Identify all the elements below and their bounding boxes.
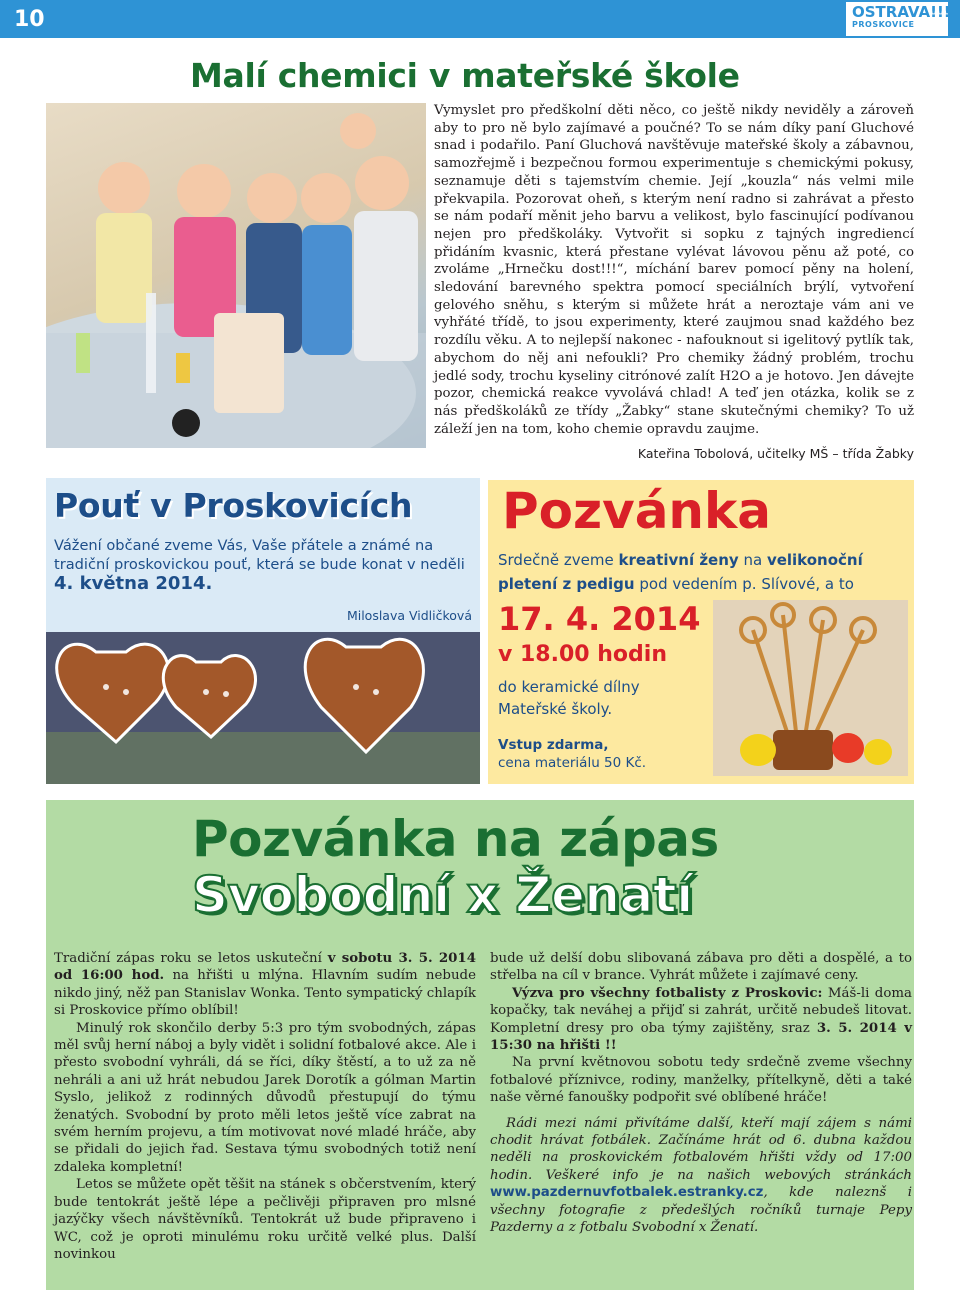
match-paragraph-3: Letos se můžete opět těšit na stánek s občerstvením, který bude tentokrát ještě lépe a pečlivěji připraven pro mlsné jazýčky všech návštěvníků. Tentokrát už bude připraveno i WC, což je oproti minulému roku určitě velké plus. Další novinkou [54,1177,476,1262]
match-p7-rest: , kde naleznš i všechny fotografie z předešlých ročníků turnaje Pepy Pazderny a z fotbalu Svobodní x Ženatí. [490,1185,912,1236]
match-p1-rest: na hřišti u mlýna. Hlavním sudím nebude nikdo jiný, něž pan Stanislav Wonka. Tento sympatický chlapík si Proskovice přímo oblíbil! [54,968,476,1019]
article-title: Malí chemici v mateřské škole [190,56,740,95]
match-challenge-date: 3. 5. 2014 v 15:30 na hřišti !! [490,1019,912,1054]
pout-date: 4. května 2014. [54,573,213,594]
brand-logo [846,2,951,36]
website-link[interactable]: www.pazdernuvfotbalek.estranky.cz [490,1185,764,1201]
match-subtitle: Svobodní x Ženatí [192,866,693,924]
easter-weaving-photo [713,600,908,776]
match-paragraph-6: Na první květnovou sobotu tedy srdečně zveme všechny fotbalové příznivce, rodiny, manželky, přítelkyně, děti a také naše věrné fanoušky podpořit své oblíbené hráče! [490,1055,912,1106]
pout-text [54,536,472,594]
article-author: Kateřina Tobolová, učitelky MŠ – třída Žabky [637,446,914,461]
match-paragraph-7 [490,1115,912,1237]
brand-subtitle: PROSKOVICE [852,20,915,29]
kids-chemistry-illustration [46,103,426,448]
match-paragraph-5 [490,985,912,1055]
match-box [46,800,914,1290]
invitation-place: do keramické dílny Mateřské školy. [498,678,640,718]
match-column-left [54,950,476,1263]
invitation-text-5: pod vedením p. Slívové, a to [634,575,854,593]
match-p1-date: v sobotu 3. 5. 2014 od 16:00 hod. [54,950,477,984]
page-number: 10 [14,7,45,32]
match-challenge-text: Máš-li doma kopačky, tak neváhej a přijď si zahrát, určitě nebudeš litovat. Kompletní dresy pro oba týmy zajištěny, sraz [490,985,912,1036]
match-title: Pozvánka na zápas [192,810,719,868]
invitation-text-1: Srdečně zveme [498,551,619,569]
easter-weaving-illustration [713,600,908,776]
invitation-text [498,548,910,596]
match-column-right [490,950,912,1237]
match-p7-text: Rádi mezi námi přivítáme další, kteří mají zájem s námi chodit hrávat fotbálek. Začínáme hrát od 6. dubna každou neděli na proskovickém fotbalovém hřišti vždy od 17:00 hodin. Veškeré info je na našich webových stránkách [490,1115,912,1183]
invitation-date: 17. 4. 2014 [498,600,701,638]
match-p1-text: Tradiční zápas roku se letos uskuteční [54,951,328,966]
pout-author: Miloslava Vidličková [346,608,472,623]
invitation-text-3: na [738,551,767,569]
invitation-text-4: velikonoční pletení z pedigu [498,551,863,593]
invitation-text-2: kreativní ženy [618,551,739,569]
invitation-price: cena materiálu 50 Kč. [498,755,647,771]
invitation-entry-free: Vstup zdarma, [498,737,609,753]
kids-chemistry-photo [46,103,426,448]
invitation-box [488,480,914,784]
brand-name: OSTRAVA!!! [852,3,951,21]
pout-box [46,478,480,784]
article-body: Vymyslet pro předškolní děti něco, co ještě nikdy neviděly a zároveň aby to pro ně bylo zajímavé a poučné? To se nám díky paní Gluchové snad i podařilo. Paní Gluchová navštěvuje mateřské školy a zábavnou, samozřejmě i bezpečnou formou experimentuje s chemickými pokusy, seznamuje děti s tajemstvím chemie. Její „kouzla“ nás velmi mile překvapila. Pozorovat oheň, s kterým není radno si zahrávat a přesto se nám podaří měnit jeho barvu a velikost, bylo fascinující podívanou nejen pro předškoláky. Vytvořit si sopku z tajných ingrediencí přidáním kvasnic, která přestane vylévat lávovou pěnu až poté, co zvoláme „Hrnečku dost!!!“, míchání barev pomocí pěny na holení, sledování barevného spektra pomocí speciálních brýlí, vytvoření gelového sněhu, s kterým si můžete hrát a neroztaje vám ani ve vyhřáté třídě, to jsou experimenty, které zaujmou snad každého bez rozdílu věku. A to nejlepší nakonec - nafouknout si igelitový pytlík tak, abychom do něj ani nefoukli? Pro chemiky žádný problém, trochu jedlé sody, trochu kyseliny citrónové zalít H2O a je hotovo. Jen dávejte pozor, chemická reakce vyvolává chlad! A teď jen otázka, kolik se z nás předškoláků ze třídy „Žabky“ stane skutečnými chemiky? To už záleží jen na tom, koho chemie opravdu zaujme. [434,103,914,437]
match-paragraph-1 [54,950,476,1020]
match-paragraph-4: bude už delší dobu slibovaná zábava pro děti a dospělé, a to střelba na cíl v brance. Vyhrát můžete i zajímavé ceny. [490,951,912,984]
invitation-title: Pozvánka [502,482,772,540]
gingerbread-hearts-illustration [46,632,480,784]
pout-title: Pouť v Proskovicích [54,486,413,525]
invitation-time: v 18.00 hodin [498,642,667,667]
match-challenge-heading: Výzva pro všechny fotbalisty z Proskovic: [512,984,823,1001]
match-paragraph-2: Minulý rok skončilo derby 5:3 pro tým svobodných, zápas měl svůj herní náboj a byly vidět i solidní fotbalové akce. Ale i přesto svobodní vyhráli, dá se říci, díky štěstí, a to už za ně nehráli a ani už hrát nebudou Jarek Dorotík a gólman Martin Syslo, jelikož z rodinných důvodů přestupují do týmu ženatých. Svobodní by proto měli letos ještě více zabrat na svém herním projevu, a tím motivovat nové mladé hráče, aby se přidali do jejich řad. Sestava týmu svobodných totiž není zdaleka kompletní! [54,1020,476,1175]
header-bar [0,0,960,38]
gingerbread-hearts-photo [46,632,480,784]
invitation-entry [498,736,646,772]
pout-text-body: Vážení občané zveme Vás, Vaše přátele a známé na tradiční proskovickou pouť, která se bude konat v neděli [54,537,465,573]
